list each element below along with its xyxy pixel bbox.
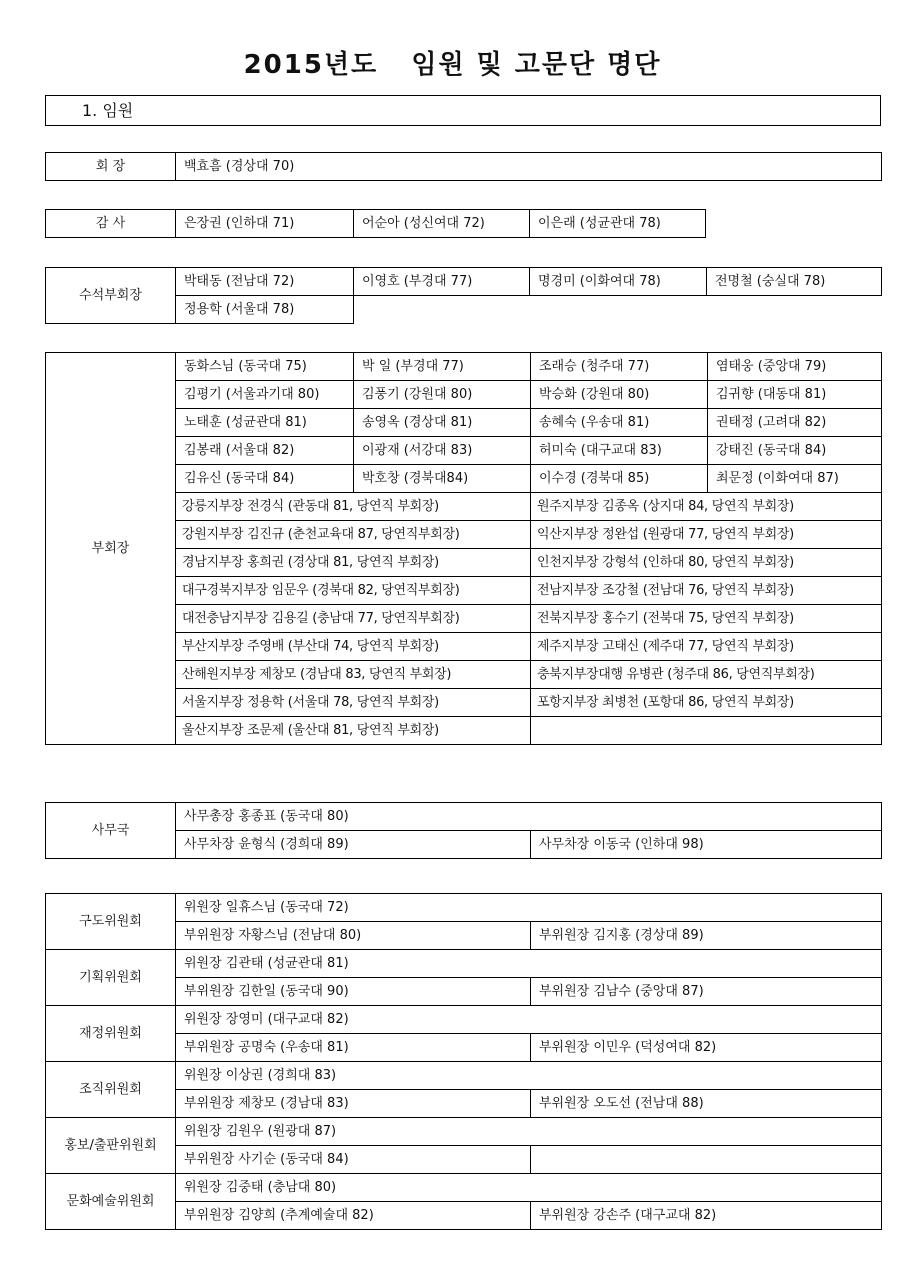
branch-head: 대구경북지부장 임문우 (경북대 82, 당연직부회장) (176, 577, 531, 605)
office-table (45, 802, 882, 859)
vp-name: 권태정 (고려대 82) (708, 409, 882, 437)
committee-chair: 위원장 김원우 (원광대 87) (176, 1118, 882, 1146)
vp-name: 김유신 (동국대 84) (176, 465, 354, 493)
committee-chair: 위원장 김중태 (충남대 80) (176, 1174, 882, 1202)
committee-vice-chair: 부위원장 강손주 (대구교대 82) (531, 1202, 882, 1230)
senior-vp-name: 전명철 (숭실대 78) (707, 268, 882, 296)
office-member: 사무차장 윤형식 (경희대 89) (176, 831, 531, 859)
branch-head: 대전충남지부장 김용길 (충남대 77, 당연직부회장) (176, 605, 531, 633)
vp-label: 부회장 (46, 353, 176, 745)
vp-name: 김봉래 (서울대 82) (176, 437, 354, 465)
branch-head: 부산지부장 주영배 (부산대 74, 당연직 부회장) (176, 633, 531, 661)
vp-name: 이수경 (경북대 85) (531, 465, 708, 493)
committee-table (45, 893, 882, 1230)
vp-table (45, 352, 882, 745)
committee-label: 홍보/출판위원회 (46, 1118, 176, 1174)
branch-head: 강원지부장 김진규 (춘천교육대 87, 당연직부회장) (176, 521, 531, 549)
vp-name: 송혜숙 (우송대 81) (531, 409, 708, 437)
branch-head: 경남지부장 홍희권 (경상대 81, 당연직 부회장) (176, 549, 531, 577)
committee-vice-chair: 부위원장 사기순 (동국대 84) (176, 1146, 531, 1174)
auditor-name: 어순아 (성신여대 72) (354, 210, 530, 238)
branch-head: 울산지부장 조문제 (울산대 81, 당연직 부회장) (176, 717, 531, 745)
committee-vice-chair: 부위원장 제창모 (경남대 83) (176, 1090, 531, 1118)
section-heading: 1. 임원 (45, 95, 881, 126)
branch-head: 전남지부장 조강철 (전남대 76, 당연직 부회장) (531, 577, 882, 605)
branch-head: 제주지부장 고태신 (제주대 77, 당연직 부회장) (531, 633, 882, 661)
committee-chair: 위원장 장영미 (대구교대 82) (176, 1006, 882, 1034)
vp-name: 동화스님 (동국대 75) (176, 353, 354, 381)
senior-vp-name: 정용학 (서울대 78) (176, 296, 354, 324)
committee-vice-chair: 부위원장 공명숙 (우송대 81) (176, 1034, 531, 1062)
empty-cell (354, 296, 882, 324)
president-table (45, 152, 882, 181)
vp-name: 조래승 (청주대 77) (531, 353, 708, 381)
committee-vice-chair: 부위원장 김한일 (동국대 90) (176, 978, 531, 1006)
committee-label: 구도위원회 (46, 894, 176, 950)
senior-vp-name: 박태동 (전남대 72) (176, 268, 354, 296)
vp-name: 송영옥 (경상대 81) (354, 409, 531, 437)
vp-name: 김평기 (서울과기대 80) (176, 381, 354, 409)
committee-vice-chair: 부위원장 김지홍 (경상대 89) (531, 922, 882, 950)
committee-vice-chair: 부위원장 오도선 (전남대 88) (531, 1090, 882, 1118)
vp-name: 강태진 (동국대 84) (708, 437, 882, 465)
senior-vp-label: 수석부회장 (46, 268, 176, 324)
vp-name: 염태웅 (중앙대 79) (708, 353, 882, 381)
committee-chair: 위원장 김관태 (성균관대 81) (176, 950, 882, 978)
vp-name: 노태훈 (성균관대 81) (176, 409, 354, 437)
vp-name: 박호창 (경북대84) (354, 465, 531, 493)
committee-label: 재정위원회 (46, 1006, 176, 1062)
branch-head: 포항지부장 최병천 (포항대 86, 당연직 부회장) (531, 689, 882, 717)
auditor-label: 감 사 (46, 210, 176, 238)
branch-head: 충북지부장대행 유병관 (청주대 86, 당연직부회장) (531, 661, 882, 689)
vp-name: 이광재 (서강대 83) (354, 437, 531, 465)
committee-label: 기획위원회 (46, 950, 176, 1006)
auditor-name: 은장권 (인하대 71) (176, 210, 354, 238)
branch-head (531, 717, 882, 745)
vp-name: 박 일 (부경대 77) (354, 353, 531, 381)
senior-vp-name: 명경미 (이화여대 78) (530, 268, 707, 296)
committee-vice-chair: 부위원장 이민우 (덕성여대 82) (531, 1034, 882, 1062)
auditor-name: 이은래 (성균관대 78) (530, 210, 706, 238)
branch-head: 원주지부장 김종옥 (상지대 84, 당연직 부회장) (531, 493, 882, 521)
office-label: 사무국 (46, 803, 176, 859)
vp-name: 최문정 (이화여대 87) (708, 465, 882, 493)
office-member: 사무차장 이동국 (인하대 98) (531, 831, 882, 859)
page-title: 2015년도 임원 및 고문단 명단 (243, 50, 662, 80)
committee-vice-chair: 부위원장 자황스님 (전남대 80) (176, 922, 531, 950)
committee-chair: 위원장 이상권 (경희대 83) (176, 1062, 882, 1090)
committee-vice-chair: 부위원장 김양희 (추계예술대 82) (176, 1202, 531, 1230)
auditor-table (45, 209, 706, 238)
vp-name: 박승화 (강원대 80) (531, 381, 708, 409)
vp-name: 허미숙 (대구교대 83) (531, 437, 708, 465)
committee-vice-chair (531, 1146, 882, 1174)
senior-vp-name: 이영호 (부경대 77) (354, 268, 530, 296)
branch-head: 강릉지부장 전경식 (관동대 81, 당연직 부회장) (176, 493, 531, 521)
committee-label: 문화예술위원회 (46, 1174, 176, 1230)
branch-head: 산해원지부장 제창모 (경남대 83, 당연직 부회장) (176, 661, 531, 689)
office-member: 사무총장 홍종표 (동국대 80) (176, 803, 882, 831)
senior-vp-table (45, 267, 882, 324)
committee-chair: 위원장 일휴스님 (동국대 72) (176, 894, 882, 922)
branch-head: 전북지부장 홍수기 (전북대 75, 당연직 부회장) (531, 605, 882, 633)
vp-name: 김귀향 (대동대 81) (708, 381, 882, 409)
committee-vice-chair: 부위원장 김남수 (중앙대 87) (531, 978, 882, 1006)
president-name: 백효흠 (경상대 70) (176, 153, 882, 181)
committee-label: 조직위원회 (46, 1062, 176, 1118)
branch-head: 익산지부장 정완섭 (원광대 77, 당연직 부회장) (531, 521, 882, 549)
president-label: 회 장 (46, 153, 176, 181)
branch-head: 서울지부장 정용학 (서울대 78, 당연직 부회장) (176, 689, 531, 717)
vp-name: 김풍기 (강원대 80) (354, 381, 531, 409)
branch-head: 인천지부장 강형석 (인하대 80, 당연직 부회장) (531, 549, 882, 577)
